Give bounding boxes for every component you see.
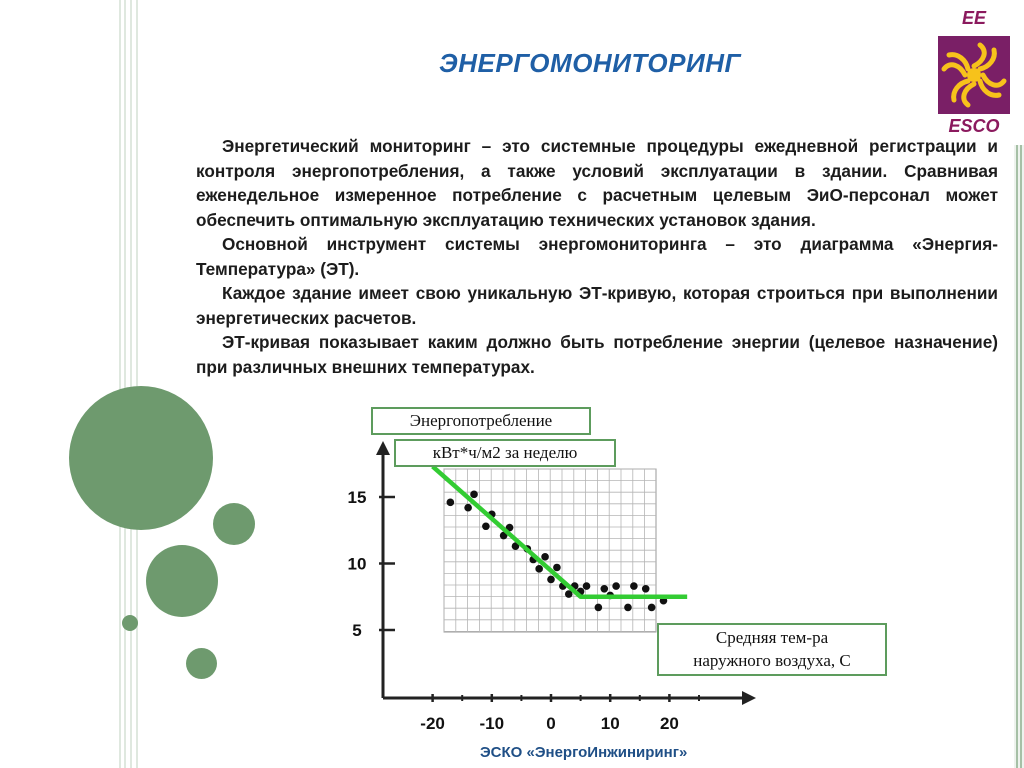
paragraph: Энергетический мониторинг – это системные процедуры ежедневной регистрации и контроля энергопотребления, а также условий эксплуатации в здании. Сравнивая еженедельное измеренное потребление с расчетным целевым ЭиО-персонал может обеспечить оптимальную эксплуатацию технических установок здания. [196, 136, 998, 230]
measured-point [553, 564, 561, 572]
x-tick-label: 20 [659, 714, 679, 733]
x-axis-label-line1: Средняя тем-ра [715, 628, 829, 647]
measured-point [447, 499, 455, 507]
y-axis-label-line2: кВт*ч/м2 за неделю [394, 439, 616, 467]
x-axis-label-line2: наружного воздуха, С [693, 651, 851, 670]
y-axis-arrow [376, 441, 390, 455]
measured-point [464, 504, 472, 512]
x-tick-label: 0 [546, 714, 556, 733]
measured-point [535, 565, 543, 573]
et-target-curve [433, 466, 688, 596]
footer-company: ЭСКО «ЭнергоИнжиниринг» [480, 744, 688, 761]
x-tick-label: -20 [420, 714, 445, 733]
logo-bottom-text: ESCO [948, 116, 1000, 136]
measured-point [541, 553, 549, 561]
y-axis-label-line1: Энергопотребление [371, 407, 591, 435]
measured-point [642, 585, 650, 593]
measured-point [600, 585, 608, 593]
measured-point [648, 604, 656, 612]
x-axis-arrow [742, 691, 756, 705]
measured-point [612, 582, 620, 590]
logo-top-text: EE [961, 8, 986, 28]
y-tick-label: 5 [352, 621, 362, 640]
x-tick-label: 10 [600, 714, 620, 733]
paragraph: ЭТ-кривая показывает каким должно быть потребление энергии (целевое назначение) при различных внешних температурах. [196, 332, 998, 377]
measured-point [547, 576, 555, 584]
paragraph: Основной инструмент системы энергомониторинга – это диаграмма «Энергия-Температура» (ЭТ). [196, 234, 998, 279]
measured-point [470, 491, 478, 499]
slide-title: ЭНЕРГОМОНИТОРИНГ [439, 48, 741, 78]
measured-point [595, 604, 603, 612]
y-tick-label: 15 [347, 488, 367, 507]
measured-point [583, 582, 591, 590]
paragraph: Каждое здание имеет свою уникальную ЭТ-кривую, которая строиться при выполнении энергетических расчетов. [196, 283, 998, 328]
measured-point [630, 582, 638, 590]
measured-point [482, 522, 490, 530]
x-tick-label: -10 [479, 714, 505, 733]
y-tick-label: 10 [347, 554, 367, 574]
measured-point [624, 604, 632, 612]
x-axis-label-box [657, 623, 887, 676]
